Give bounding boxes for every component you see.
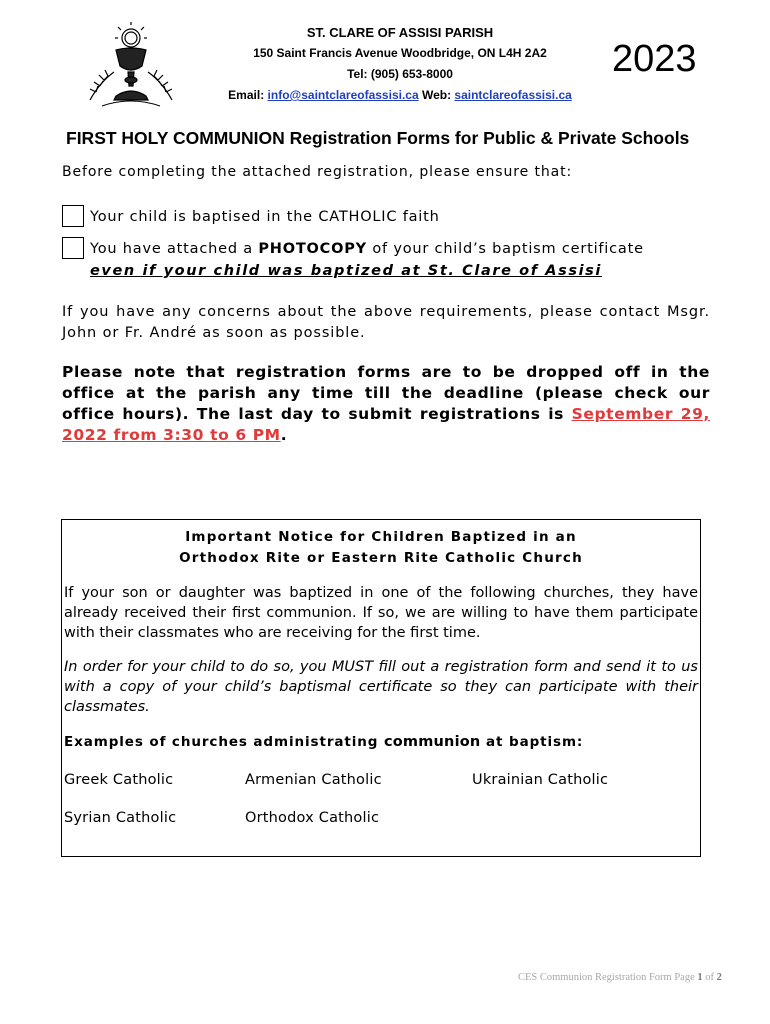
parish-header: [170, 22, 630, 106]
church-greek-catholic: Greek Catholic: [64, 772, 174, 788]
page-title: FIRST HOLY COMMUNION Registration Forms for Public & Private Schools: [66, 128, 690, 148]
notice-title: [62, 527, 700, 569]
checklist-text-pre: You have attached a: [90, 241, 259, 257]
checklist-text-post: of your child’s baptism certificate: [366, 241, 644, 257]
deadline-note-end: .: [280, 426, 288, 444]
parish-address: 150 Saint Francis Avenue Woodbridge, ON L4H 2A2: [253, 46, 547, 60]
examples-heading: [64, 734, 583, 750]
notice-paragraph-italic: In order for your child to do so, you MUST fill out a registration form and send it to us with a copy of your child’s baptismal certificate so they can participate with their classmates.: [64, 659, 698, 715]
parish-name: ST. CLARE OF ASSISI PARISH: [306, 25, 494, 40]
web-link[interactable]: saintclareofassisi.ca: [454, 88, 572, 102]
year-label: 2023: [612, 38, 697, 80]
checklist-text: [90, 241, 644, 257]
church-syrian-catholic: Syrian Catholic: [64, 810, 177, 826]
footer-of: of: [702, 972, 717, 983]
notice-title-line1: Important Notice for Children Baptized in an: [185, 529, 577, 545]
deadline-date: September 29, 2022 from 3:30 to 6 PM: [62, 405, 711, 444]
notice-paragraph: If your son or daughter was baptized in one of the following churches, they have already received their first communion. If so, we are willing to have them participate with their classmates who are receiving for the first time.: [64, 585, 698, 641]
parish-contact: [170, 85, 630, 106]
examples-heading-post: at baptism:: [480, 734, 584, 750]
examples-heading-bold: communion: [383, 734, 481, 750]
chalice-logo-icon: [86, 22, 176, 110]
footer-page: 1: [697, 972, 703, 983]
church-armenian-catholic: Armenian Catholic: [245, 772, 382, 788]
photocopy-emphasis: PHOTOCOPY: [258, 241, 367, 257]
concern-paragraph: If you have any concerns about the above requirements, please contact Msgr. John or Fr. André as soon as possible.: [62, 304, 710, 341]
baptised-checkbox[interactable]: [62, 205, 84, 227]
photocopy-checkbox[interactable]: [62, 237, 84, 259]
checklist-text: Your child is baptised in the CATHOLIC faith: [90, 209, 440, 225]
web-label: Web:: [418, 88, 455, 102]
footer-text: CES Communion Registration Form Page: [518, 972, 698, 983]
parish-phone: Tel: (905) 653-8000: [347, 67, 453, 81]
deadline-note: [62, 362, 710, 446]
examples-heading-pre: Examples of churches administrating: [64, 734, 384, 750]
checklist-emphasis: even if your child was baptized at St. Clare of Assisi: [90, 263, 602, 279]
orthodox-notice-box: [61, 519, 701, 857]
page-footer: [518, 972, 722, 983]
notice-title-line2: Orthodox Rite or Eastern Rite Catholic Church: [179, 550, 583, 566]
email-label: Email:: [228, 88, 268, 102]
deadline-note-text: Please note that registration forms are to be dropped off in the office at the parish any time till the deadline (please check our office hours). The last day to submit registrations is: [62, 363, 710, 423]
church-ukrainian-catholic: Ukrainian Catholic: [472, 772, 609, 788]
email-link[interactable]: info@saintclareofassisi.ca: [267, 88, 419, 102]
intro-text: Before completing the attached registration, please ensure that:: [62, 164, 573, 180]
church-orthodox-catholic: Orthodox Catholic: [245, 810, 380, 826]
footer-total: 2: [716, 972, 722, 983]
